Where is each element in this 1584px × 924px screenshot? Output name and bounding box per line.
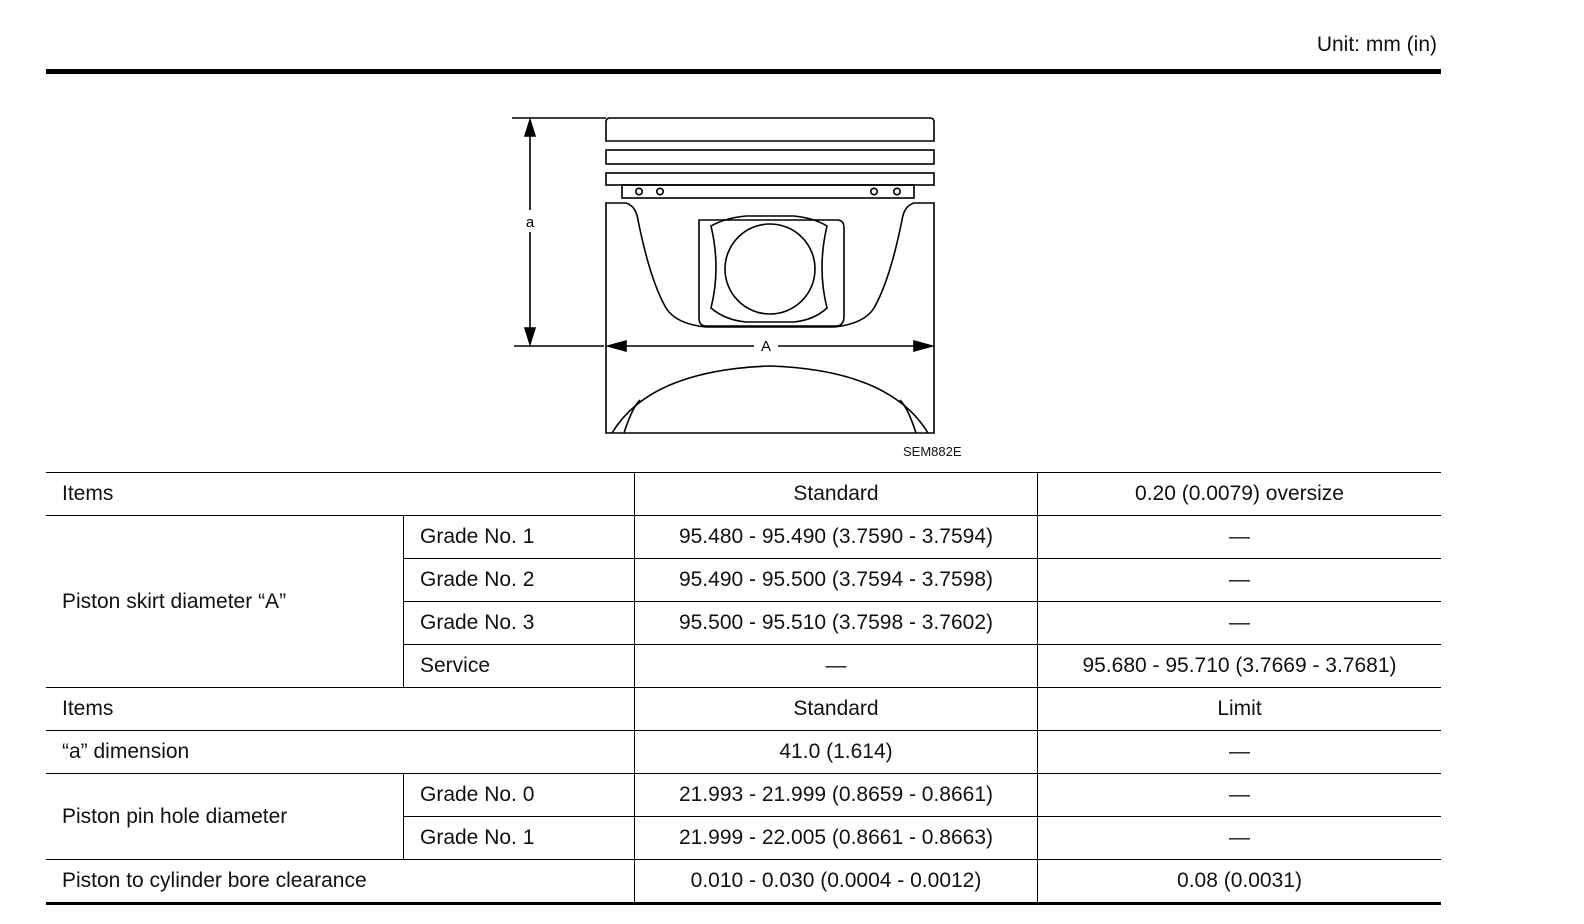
limit-value: — (1038, 731, 1442, 774)
header-limit: Limit (1038, 688, 1442, 731)
dim-a-label: a (525, 214, 535, 231)
piston-skirt (606, 203, 934, 433)
dim-A-arrow-left (608, 341, 626, 351)
header-oversize: 0.20 (0.0079) oversize (1038, 473, 1442, 516)
grade-label: Grade No. 1 (404, 516, 635, 559)
grade-label: Grade No. 3 (404, 602, 635, 645)
ring-land-1 (606, 150, 934, 164)
grade-label: Grade No. 2 (404, 559, 635, 602)
top-rule (46, 69, 1441, 74)
table-row (46, 731, 1441, 774)
limit-value: — (1038, 774, 1442, 817)
standard-value: — (635, 645, 1038, 688)
standard-value: 21.993 - 21.999 (0.8659 - 0.8661) (635, 774, 1038, 817)
piston-spec-table (46, 472, 1441, 905)
oversize-value: 95.680 - 95.710 (3.7669 - 3.7681) (1038, 645, 1442, 688)
dim-a-arrow-bottom (525, 328, 535, 344)
oversize-value: — (1038, 559, 1442, 602)
standard-value: 95.480 - 95.490 (3.7590 - 3.7594) (635, 516, 1038, 559)
standard-value: 95.500 - 95.510 (3.7598 - 3.7602) (635, 602, 1038, 645)
header-items: Items (46, 688, 635, 731)
figure-code: SEM882E (903, 444, 962, 459)
standard-value: 41.0 (1.614) (635, 731, 1038, 774)
table-row (46, 860, 1441, 904)
oil-hole (657, 188, 663, 194)
grade-label: Grade No. 1 (404, 817, 635, 860)
standard-value: 21.999 - 22.005 (0.8661 - 0.8663) (635, 817, 1038, 860)
table-header-row (46, 688, 1441, 731)
header-standard: Standard (635, 473, 1038, 516)
limit-value: — (1038, 817, 1442, 860)
piston-drawing (500, 108, 980, 468)
dim-A-label: A (760, 338, 772, 355)
table-row (46, 516, 1441, 559)
item-a-dimension: “a” dimension (46, 731, 635, 774)
dim-a-arrow-top (525, 120, 535, 136)
oversize-value: — (1038, 602, 1442, 645)
header-items: Items (46, 473, 635, 516)
oversize-value: — (1038, 516, 1442, 559)
ring-land-2 (606, 173, 934, 185)
item-bore-clearance: Piston to cylinder bore clearance (46, 860, 635, 904)
header-standard: Standard (635, 688, 1038, 731)
table-header-row (46, 473, 1441, 516)
pin-boss-inner (711, 216, 827, 322)
oil-hole (894, 188, 900, 194)
oil-hole (636, 188, 642, 194)
piston-diagram (500, 108, 980, 468)
skirt-arch (612, 366, 928, 433)
oil-hole (871, 188, 877, 194)
standard-value: 95.490 - 95.500 (3.7594 - 3.7598) (635, 559, 1038, 602)
item-skirt-diameter: Piston skirt diameter “A” (46, 516, 404, 688)
table-row (46, 774, 1441, 817)
standard-value: 0.010 - 0.030 (0.0004 - 0.0012) (635, 860, 1038, 904)
unit-label: Unit: mm (in) (1316, 33, 1437, 56)
item-pin-hole-diameter: Piston pin hole diameter (46, 774, 404, 860)
piston-crown (606, 118, 934, 141)
grade-label: Grade No. 0 (404, 774, 635, 817)
limit-value: 0.08 (0.0031) (1038, 860, 1442, 904)
grade-label: Service (404, 645, 635, 688)
pin-hole (725, 224, 815, 314)
dim-A-arrow-right (914, 341, 932, 351)
